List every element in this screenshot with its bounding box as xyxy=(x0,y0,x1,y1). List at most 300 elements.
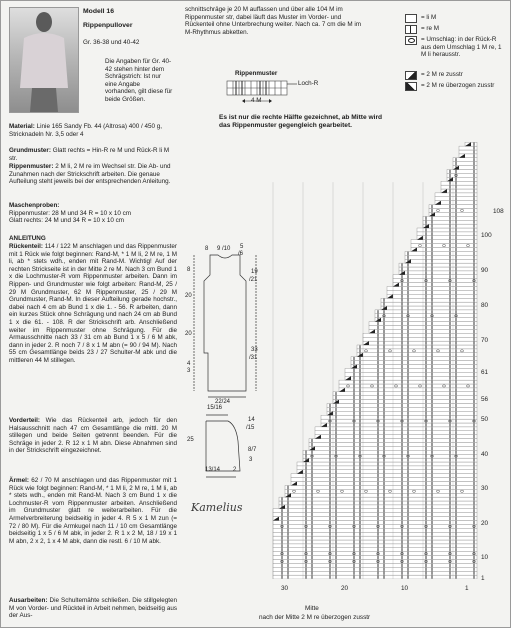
knit-stitch-mark xyxy=(360,345,361,348)
chart-row xyxy=(405,255,477,259)
knit-stitch-mark xyxy=(432,443,433,446)
knit-stitch-mark xyxy=(474,143,475,146)
knit-stitch-mark xyxy=(378,575,379,578)
knit-stitch-mark xyxy=(432,388,433,391)
knit-stitch-mark xyxy=(354,392,355,395)
knit-stitch-mark xyxy=(306,509,307,512)
knit-stitch-mark xyxy=(288,517,289,520)
knit-stitch-mark xyxy=(426,458,427,461)
knit-stitch-mark xyxy=(408,533,409,536)
knit-stitch-mark xyxy=(474,306,475,309)
knit-stitch-mark xyxy=(360,458,361,461)
knit-stitch-mark xyxy=(426,380,427,383)
knit-stitch-mark xyxy=(354,470,355,473)
knit-stitch-mark xyxy=(474,197,475,200)
knit-stitch-mark xyxy=(432,529,433,532)
knit-stitch-mark xyxy=(432,322,433,325)
knit-stitch-mark xyxy=(474,497,475,500)
knit-stitch-mark xyxy=(408,263,409,266)
knit-stitch-mark xyxy=(360,505,361,508)
knit-stitch-mark xyxy=(330,435,331,438)
knit-stitch-mark xyxy=(456,240,457,243)
knit-stitch-mark xyxy=(408,310,409,313)
knit-stitch-mark xyxy=(450,275,451,278)
knit-stitch-mark xyxy=(408,400,409,403)
knit-stitch-mark xyxy=(402,295,403,298)
knit-stitch-mark xyxy=(474,146,475,149)
knit-stitch-mark xyxy=(474,228,475,231)
knit-stitch-mark xyxy=(360,404,361,407)
knit-stitch-mark xyxy=(450,416,451,419)
knit-stitch-mark xyxy=(408,513,409,516)
knit-stitch-mark xyxy=(456,377,457,380)
knit-stitch-mark xyxy=(378,310,379,313)
back-right-lower-2: /31 xyxy=(249,355,258,361)
knit-stitch-mark xyxy=(354,455,355,458)
chart-row xyxy=(363,341,477,345)
knit-stitch-mark xyxy=(474,287,475,290)
knit-stitch-mark xyxy=(456,447,457,450)
knit-stitch-mark xyxy=(402,318,403,321)
knit-stitch-mark xyxy=(354,474,355,477)
knit-stitch-mark xyxy=(384,560,385,563)
knit-stitch-mark xyxy=(450,349,451,352)
back-neck-depth: 5 xyxy=(240,244,244,250)
chart-row xyxy=(273,567,477,571)
knit-stitch-mark xyxy=(426,267,427,270)
knit-stitch-mark xyxy=(450,540,451,543)
knit-stitch-mark xyxy=(402,439,403,442)
knit-stitch-mark xyxy=(474,486,475,489)
knit-stitch-mark xyxy=(336,423,337,426)
knit-stitch-mark xyxy=(456,517,457,520)
knit-stitch-mark xyxy=(432,357,433,360)
knit-stitch-mark xyxy=(474,470,475,473)
knit-stitch-mark xyxy=(354,439,355,442)
knit-stitch-mark xyxy=(330,490,331,493)
knit-stitch-mark xyxy=(408,564,409,567)
knit-stitch-mark xyxy=(384,377,385,380)
knit-stitch-mark xyxy=(336,494,337,497)
knit-stitch-mark xyxy=(408,486,409,489)
knit-stitch-mark xyxy=(378,501,379,504)
knit-stitch-mark xyxy=(402,451,403,454)
knit-stitch-mark xyxy=(306,548,307,551)
knit-stitch-mark xyxy=(312,494,313,497)
knit-stitch-mark xyxy=(450,400,451,403)
knit-stitch-mark xyxy=(432,490,433,493)
chart-row xyxy=(333,396,477,400)
knit-stitch-mark xyxy=(360,572,361,575)
knit-stitch-mark xyxy=(354,556,355,559)
knit-stitch-mark xyxy=(402,400,403,403)
aermel-label: Ärmel: xyxy=(9,477,29,484)
knit-stitch-mark xyxy=(282,521,283,524)
knit-stitch-mark xyxy=(330,404,331,407)
knit-stitch-mark xyxy=(456,575,457,578)
knit-stitch-mark xyxy=(354,443,355,446)
knit-stitch-mark xyxy=(426,302,427,305)
knit-stitch-mark xyxy=(336,431,337,434)
knit-stitch-mark xyxy=(360,427,361,430)
row-label-108: 108 xyxy=(493,208,504,215)
row-label-50: 50 xyxy=(481,416,489,423)
chart-row xyxy=(273,528,477,532)
knit-stitch-mark xyxy=(408,517,409,520)
knit-stitch-mark xyxy=(456,185,457,188)
knit-stitch-mark xyxy=(474,291,475,294)
knit-stitch-mark xyxy=(378,486,379,489)
knit-stitch-mark xyxy=(402,267,403,270)
knit-stitch-mark xyxy=(450,486,451,489)
knit-stitch-mark xyxy=(402,443,403,446)
knit-stitch-mark xyxy=(450,474,451,477)
knit-stitch-mark xyxy=(312,458,313,461)
knit-stitch-mark xyxy=(456,552,457,555)
chart-row xyxy=(393,275,477,279)
knit-stitch-mark xyxy=(450,462,451,465)
back-schematic xyxy=(184,241,274,401)
knit-stitch-mark xyxy=(378,326,379,329)
knit-stitch-mark xyxy=(288,533,289,536)
knit-stitch-mark xyxy=(282,575,283,578)
model-number: Modell 16 xyxy=(83,8,114,15)
knit-stitch-mark xyxy=(432,377,433,380)
knit-stitch-mark xyxy=(306,478,307,481)
knit-stitch-mark xyxy=(474,275,475,278)
knit-stitch-mark xyxy=(288,486,289,489)
knit-stitch-mark xyxy=(474,224,475,227)
knit-stitch-mark xyxy=(312,529,313,532)
knit-stitch-mark xyxy=(456,213,457,216)
knit-stitch-mark xyxy=(402,338,403,341)
knit-stitch-mark xyxy=(408,295,409,298)
chart-row xyxy=(273,524,477,528)
knit-stitch-mark xyxy=(384,326,385,329)
knit-stitch-mark xyxy=(354,466,355,469)
knit-stitch-mark xyxy=(378,568,379,571)
knit-stitch-mark xyxy=(288,529,289,532)
knit-stitch-mark xyxy=(330,513,331,516)
knit-stitch-mark xyxy=(336,396,337,399)
chart-row xyxy=(273,509,477,513)
knit-stitch-mark xyxy=(402,462,403,465)
knit-stitch-mark xyxy=(426,236,427,239)
knit-stitch-mark xyxy=(426,521,427,524)
rippen-chart-title: Rippenmuster xyxy=(235,70,278,77)
legend-symbol-re xyxy=(405,25,417,34)
sizes: Gr. 36-38 und 40-42 xyxy=(83,39,140,46)
knit-stitch-mark xyxy=(432,396,433,399)
knit-stitch-mark xyxy=(450,295,451,298)
knit-stitch-mark xyxy=(432,525,433,528)
chart-row xyxy=(345,372,477,376)
knit-stitch-mark xyxy=(450,396,451,399)
knit-stitch-mark xyxy=(450,353,451,356)
knit-stitch-mark xyxy=(450,291,451,294)
sleeve-right-lower: 8/7 xyxy=(248,447,257,453)
knit-stitch-mark xyxy=(336,462,337,465)
chart-row xyxy=(273,536,477,540)
knit-stitch-mark xyxy=(432,310,433,313)
knit-stitch-mark xyxy=(336,474,337,477)
chart-row xyxy=(357,345,477,349)
knit-stitch-mark xyxy=(306,474,307,477)
knit-stitch-mark xyxy=(378,427,379,430)
knit-stitch-mark xyxy=(408,416,409,419)
knit-stitch-mark xyxy=(456,224,457,227)
knit-stitch-mark xyxy=(306,556,307,559)
knit-stitch-mark xyxy=(432,279,433,282)
knit-stitch-mark xyxy=(378,439,379,442)
chart-row xyxy=(351,357,477,361)
knit-stitch-mark xyxy=(282,497,283,500)
knit-stitch-mark xyxy=(360,533,361,536)
knit-stitch-mark xyxy=(474,482,475,485)
knit-stitch-mark xyxy=(432,373,433,376)
knit-stitch-mark xyxy=(408,560,409,563)
knit-stitch-mark xyxy=(360,373,361,376)
knit-stitch-mark xyxy=(426,365,427,368)
chart-row xyxy=(381,298,477,302)
knit-stitch-mark xyxy=(474,170,475,173)
knit-stitch-mark xyxy=(402,345,403,348)
knit-stitch-mark xyxy=(456,275,457,278)
knit-stitch-mark xyxy=(450,267,451,270)
knit-stitch-mark xyxy=(456,244,457,247)
knit-stitch-mark xyxy=(450,236,451,239)
row-label-20: 20 xyxy=(481,520,489,527)
knit-stitch-mark xyxy=(378,338,379,341)
knit-stitch-mark xyxy=(456,396,457,399)
knit-stitch-mark xyxy=(330,501,331,504)
knit-stitch-mark xyxy=(384,548,385,551)
knit-stitch-mark xyxy=(336,548,337,551)
knit-stitch-mark xyxy=(336,416,337,419)
knit-stitch-mark xyxy=(426,314,427,317)
knit-stitch-mark xyxy=(456,330,457,333)
knit-stitch-mark xyxy=(402,373,403,376)
knit-stitch-mark xyxy=(450,568,451,571)
knit-stitch-mark xyxy=(384,318,385,321)
knit-stitch-mark xyxy=(336,490,337,493)
knit-stitch-mark xyxy=(450,256,451,259)
knit-stitch-mark xyxy=(336,552,337,555)
knit-stitch-mark xyxy=(360,501,361,504)
knit-stitch-mark xyxy=(306,564,307,567)
chart-row xyxy=(411,240,477,244)
knit-stitch-mark xyxy=(402,330,403,333)
knit-stitch-mark xyxy=(450,548,451,551)
knit-stitch-mark xyxy=(432,517,433,520)
knit-stitch-mark xyxy=(402,568,403,571)
knit-stitch-mark xyxy=(282,556,283,559)
knit-stitch-mark xyxy=(330,408,331,411)
knit-stitch-mark xyxy=(384,501,385,504)
knit-stitch-mark xyxy=(408,306,409,309)
knit-stitch-mark xyxy=(432,575,433,578)
sleeve-right-lower-2: 3 xyxy=(249,457,253,463)
knit-stitch-mark xyxy=(288,513,289,516)
knit-stitch-mark xyxy=(432,505,433,508)
knit-stitch-mark xyxy=(384,396,385,399)
knit-stitch-mark xyxy=(456,302,457,305)
knit-stitch-mark xyxy=(402,416,403,419)
knit-stitch-mark xyxy=(306,466,307,469)
knit-stitch-mark xyxy=(456,572,457,575)
chart-row xyxy=(303,458,477,462)
chart-row xyxy=(285,493,477,497)
knit-stitch-mark xyxy=(456,357,457,360)
chart-row xyxy=(357,353,477,357)
chart-row xyxy=(321,415,477,419)
knit-stitch-mark xyxy=(432,291,433,294)
knit-stitch-mark xyxy=(282,513,283,516)
knit-stitch-mark xyxy=(336,408,337,411)
knit-stitch-mark xyxy=(360,494,361,497)
knit-stitch-mark xyxy=(408,412,409,415)
legend-text-right-dec: = 2 M re zusstr xyxy=(421,71,463,78)
knit-stitch-mark xyxy=(354,458,355,461)
knit-stitch-mark xyxy=(384,564,385,567)
knit-stitch-mark xyxy=(426,217,427,220)
knit-stitch-mark xyxy=(474,388,475,391)
knit-stitch-mark xyxy=(450,458,451,461)
knit-stitch-mark xyxy=(408,490,409,493)
knit-stitch-mark xyxy=(354,357,355,360)
knit-stitch-mark xyxy=(354,568,355,571)
knit-stitch-mark xyxy=(456,256,457,259)
knit-stitch-mark xyxy=(450,529,451,532)
knit-stitch-mark xyxy=(426,408,427,411)
chart-row xyxy=(273,521,477,525)
knit-stitch-mark xyxy=(426,568,427,571)
knit-stitch-mark xyxy=(336,466,337,469)
sleeve-schematic xyxy=(184,411,274,481)
knit-stitch-mark xyxy=(426,275,427,278)
knit-stitch-mark xyxy=(402,302,403,305)
back-right-lower: 33 xyxy=(251,347,258,353)
chart-row xyxy=(333,392,477,396)
knit-stitch-mark xyxy=(450,283,451,286)
knit-stitch-mark xyxy=(456,291,457,294)
knit-stitch-mark xyxy=(312,490,313,493)
knit-stitch-mark xyxy=(378,341,379,344)
knit-stitch-mark xyxy=(474,529,475,532)
knit-stitch-mark xyxy=(330,529,331,532)
knit-stitch-mark xyxy=(456,501,457,504)
knit-stitch-mark xyxy=(426,240,427,243)
knit-stitch-mark xyxy=(474,341,475,344)
legend-symbol-li xyxy=(405,14,417,23)
knit-stitch-mark xyxy=(450,217,451,220)
knit-stitch-mark xyxy=(378,435,379,438)
knit-stitch-mark xyxy=(378,353,379,356)
knit-stitch-mark xyxy=(450,189,451,192)
knit-stitch-mark xyxy=(450,482,451,485)
knit-stitch-mark xyxy=(450,505,451,508)
knit-stitch-mark xyxy=(456,404,457,407)
knit-stitch-mark xyxy=(450,201,451,204)
knit-stitch-mark xyxy=(384,533,385,536)
knit-stitch-mark xyxy=(306,490,307,493)
knit-stitch-mark xyxy=(432,412,433,415)
knit-stitch-mark xyxy=(306,536,307,539)
material-label: Material: xyxy=(9,123,35,130)
knit-stitch-mark xyxy=(426,478,427,481)
knit-stitch-mark xyxy=(360,552,361,555)
grundmuster-text: Glatt rechts = Hin-R re M und Rück-R li M str. xyxy=(9,147,170,162)
knit-stitch-mark xyxy=(450,287,451,290)
chart-row xyxy=(363,337,477,341)
knit-stitch-mark xyxy=(474,334,475,337)
knit-stitch-mark xyxy=(426,501,427,504)
chart-row xyxy=(285,485,477,489)
knit-stitch-mark xyxy=(336,412,337,415)
knit-stitch-mark xyxy=(408,443,409,446)
knit-stitch-mark xyxy=(474,205,475,208)
knit-stitch-mark xyxy=(354,536,355,539)
knit-stitch-mark xyxy=(288,501,289,504)
sleeve-left-length: 25 xyxy=(187,437,194,443)
knit-stitch-mark xyxy=(330,423,331,426)
knit-stitch-mark xyxy=(360,497,361,500)
knit-stitch-mark xyxy=(360,431,361,434)
knit-stitch-mark xyxy=(456,236,457,239)
knit-stitch-mark xyxy=(330,517,331,520)
knit-stitch-mark xyxy=(306,533,307,536)
knit-stitch-mark xyxy=(330,443,331,446)
knit-stitch-mark xyxy=(378,345,379,348)
knit-stitch-mark xyxy=(456,560,457,563)
knit-stitch-mark xyxy=(354,369,355,372)
knit-stitch-mark xyxy=(336,560,337,563)
knit-stitch-mark xyxy=(402,310,403,313)
knit-stitch-mark xyxy=(306,517,307,520)
anleitung-title: ANLEITUNG xyxy=(9,235,46,242)
knit-stitch-mark xyxy=(402,361,403,364)
knit-stitch-mark xyxy=(432,447,433,450)
knit-stitch-mark xyxy=(402,275,403,278)
knit-stitch-mark xyxy=(402,455,403,458)
knit-stitch-mark xyxy=(288,525,289,528)
knit-stitch-mark xyxy=(336,525,337,528)
knit-stitch-mark xyxy=(354,575,355,578)
knit-stitch-mark xyxy=(384,529,385,532)
knit-stitch-mark xyxy=(402,494,403,497)
knit-stitch-mark xyxy=(384,388,385,391)
knit-stitch-mark xyxy=(384,423,385,426)
knit-stitch-mark xyxy=(402,478,403,481)
knit-stitch-mark xyxy=(384,462,385,465)
knit-stitch-mark xyxy=(456,170,457,173)
knit-stitch-mark xyxy=(384,447,385,450)
knit-stitch-mark xyxy=(354,408,355,411)
knit-stitch-mark xyxy=(450,392,451,395)
knit-stitch-mark xyxy=(474,412,475,415)
knit-stitch-mark xyxy=(432,470,433,473)
knit-stitch-mark xyxy=(306,572,307,575)
knit-stitch-mark xyxy=(408,525,409,528)
knit-stitch-mark xyxy=(402,431,403,434)
knit-stitch-mark xyxy=(432,318,433,321)
knit-stitch-mark xyxy=(384,443,385,446)
knit-stitch-mark xyxy=(288,568,289,571)
knit-stitch-mark xyxy=(432,466,433,469)
knit-stitch-mark xyxy=(456,201,457,204)
knit-stitch-mark xyxy=(402,427,403,430)
knit-stitch-mark xyxy=(360,521,361,524)
